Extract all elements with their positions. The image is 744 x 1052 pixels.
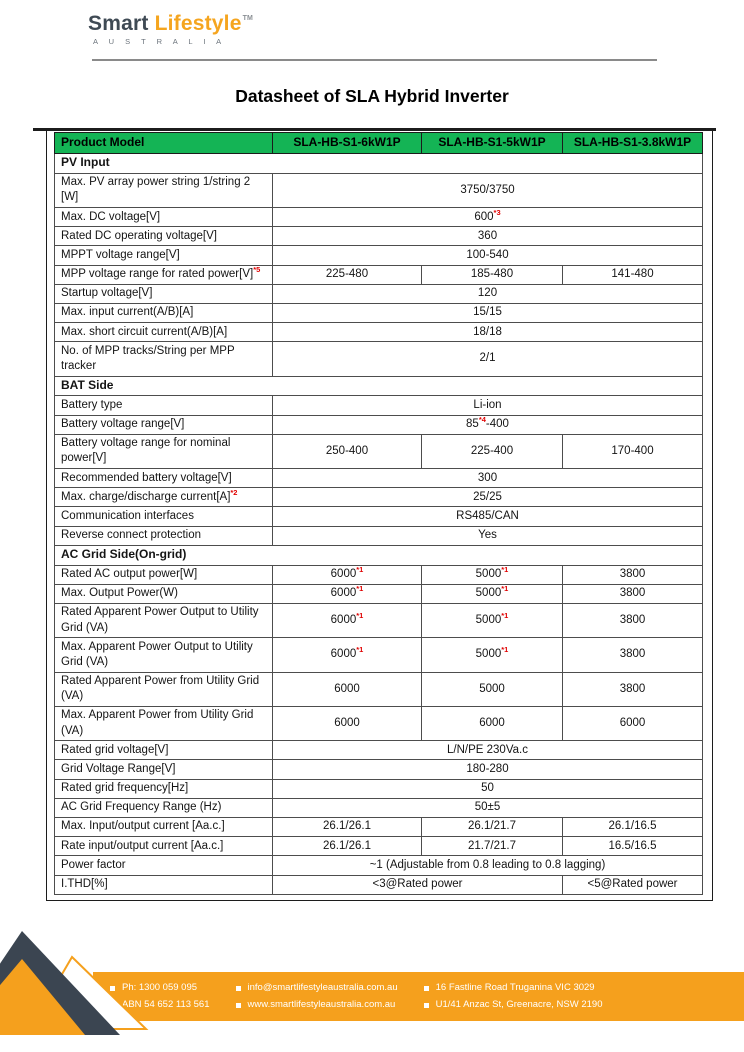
spec-value: 3800: [563, 565, 703, 584]
abn-text: ABN 54 652 113 561: [122, 999, 210, 1010]
spec-label: Max. Output Power(W): [55, 584, 273, 603]
section-title: PV Input: [55, 153, 703, 173]
spec-value: 5000$^{*1}$: [422, 565, 563, 584]
spec-label: Battery type: [55, 396, 273, 415]
spec-value: 225-400: [422, 434, 563, 468]
spec-value: <3@Rated power: [273, 875, 563, 894]
logo-australia: A U S T R A L I A: [93, 37, 226, 46]
address-2-text: U1/41 Anzac St, Greenacre, NSW 2190: [435, 999, 603, 1010]
footer-web-column: [236, 981, 398, 1012]
footer-address-column: [424, 981, 603, 1012]
spec-value: 170-400: [563, 434, 703, 468]
website-text: www.smartlifestyleaustralia.com.au: [247, 999, 396, 1010]
section-row: [55, 376, 703, 396]
section-title: AC Grid Side(On-grid): [55, 545, 703, 565]
spec-value: L/N/PE 230Va.c: [273, 741, 703, 760]
spec-label: Max. Input/output current [Aa.c.]: [55, 817, 273, 836]
table-row: [55, 173, 703, 207]
table-row: [55, 246, 703, 265]
header-divider: [92, 59, 657, 61]
spec-label: Power factor: [55, 856, 273, 875]
footnote-marker: *1: [356, 645, 364, 655]
footnote-marker: *3: [493, 207, 501, 217]
spec-label: Max. short circuit current(A/B)[A]: [55, 323, 273, 342]
spec-value: 6000: [273, 672, 422, 706]
logo-lifestyle: Lifestyle: [154, 12, 242, 35]
square-bullet-icon: [424, 1003, 429, 1008]
spec-value: 6000$^{*1}$: [273, 638, 422, 672]
spec-value: 6000: [273, 706, 422, 740]
spec-value: ~1 (Adjustable from 0.8 leading to 0.8 lagging): [273, 856, 703, 875]
footer-address-2: [424, 998, 603, 1012]
spec-value: 360: [273, 227, 703, 246]
logo-wordmark: [88, 13, 253, 34]
spec-value: 26.1/26.1: [273, 837, 422, 856]
table-row: [55, 584, 703, 603]
model-3-8kw-header: SLA-HB-S1-3.8kW1P: [563, 133, 703, 154]
footnote-marker: *1: [356, 565, 364, 575]
spec-value: Li-ion: [273, 396, 703, 415]
table-row: [55, 603, 703, 637]
table-row: [55, 817, 703, 836]
footnote-marker: *1: [501, 584, 509, 594]
table-row: [55, 265, 703, 284]
table-row: [55, 488, 703, 507]
page-title: Datasheet of SLA Hybrid Inverter: [235, 86, 509, 106]
spec-value: 141-480: [563, 265, 703, 284]
table-row: [55, 565, 703, 584]
spec-value: 600$^{*3}$: [273, 208, 703, 227]
spec-value: 250-400: [273, 434, 422, 468]
spec-label: Rate input/output current [Aa.c.]: [55, 837, 273, 856]
table-row: [55, 706, 703, 740]
spec-label: Startup voltage[V]: [55, 284, 273, 303]
phone-text: Ph: 1300 059 095: [122, 982, 198, 993]
spec-value: 225-480: [273, 265, 422, 284]
footer-email: [236, 981, 398, 995]
spec-label: Max. input current(A/B)[A]: [55, 303, 273, 322]
spec-value: 2/1: [273, 342, 703, 376]
spec-value: 5000: [422, 672, 563, 706]
spec-value: 5000$^{*1}$: [422, 638, 563, 672]
spec-value: 26.1/21.7: [422, 817, 563, 836]
spec-label: No. of MPP tracks/String per MPP tracker: [55, 342, 273, 376]
table-row: [55, 415, 703, 434]
footnote-marker: *4: [478, 415, 486, 425]
email-text: info@smartlifestyleaustralia.com.au: [247, 982, 398, 993]
table-row: [55, 760, 703, 779]
footnote-marker: *1: [356, 584, 364, 594]
spec-label: Reverse connect protection: [55, 526, 273, 545]
spec-label: MPP voltage range for rated power[V]$^{*5}$: [55, 265, 273, 284]
table-header-row: [55, 133, 703, 154]
spec-value: 120: [273, 284, 703, 303]
spec-label: Communication interfaces: [55, 507, 273, 526]
table-row: [55, 434, 703, 468]
section-title: BAT Side: [55, 376, 703, 396]
table-row: [55, 342, 703, 376]
footer-website: [236, 998, 398, 1012]
spec-value: 300: [273, 469, 703, 488]
table-row: [55, 672, 703, 706]
spec-value: 26.1/16.5: [563, 817, 703, 836]
table-row: [55, 469, 703, 488]
spec-value: <5@Rated power: [563, 875, 703, 894]
footer-address-1: [424, 981, 603, 995]
spec-label: Max. DC voltage[V]: [55, 208, 273, 227]
company-logo: [88, 13, 253, 46]
spec-value: 3800: [563, 584, 703, 603]
square-bullet-icon: [236, 986, 241, 991]
spec-value: 6000: [422, 706, 563, 740]
spec-value: 3800: [563, 672, 703, 706]
table-row: [55, 856, 703, 875]
section-row: [55, 153, 703, 173]
square-bullet-icon: [424, 986, 429, 991]
spec-label: MPPT voltage range[V]: [55, 246, 273, 265]
spec-label: I.THD[%]: [55, 875, 273, 894]
spec-value: 21.7/21.7: [422, 837, 563, 856]
spec-value: 5000$^{*1}$: [422, 603, 563, 637]
spec-label: Max. Apparent Power from Utility Grid (VA): [55, 706, 273, 740]
spec-label: Max. Apparent Power Output to Utility Grid (VA): [55, 638, 273, 672]
spec-value: 26.1/26.1: [273, 817, 422, 836]
spec-value: 5000$^{*1}$: [422, 584, 563, 603]
footnote-marker: *1: [356, 611, 364, 621]
spec-value: 3800: [563, 638, 703, 672]
spec-label: Rated grid voltage[V]: [55, 741, 273, 760]
table-row: [55, 875, 703, 894]
model-5kw-header: SLA-HB-S1-5kW1P: [422, 133, 563, 154]
footnote-marker: *2: [230, 487, 238, 497]
spec-value: RS485/CAN: [273, 507, 703, 526]
spec-value: 6000$^{*1}$: [273, 584, 422, 603]
table-row: [55, 284, 703, 303]
section-row: [55, 545, 703, 565]
table-row: [55, 741, 703, 760]
spec-label: Battery voltage range[V]: [55, 415, 273, 434]
spec-value: 16.5/16.5: [563, 837, 703, 856]
spec-label: Rated Apparent Power Output to Utility Grid (VA): [55, 603, 273, 637]
logo-smart: Smart: [88, 12, 149, 35]
spec-value: 6000$^{*1}$: [273, 565, 422, 584]
spec-value: 50±5: [273, 798, 703, 817]
spec-value: Yes: [273, 526, 703, 545]
footnote-marker: *1: [501, 565, 509, 575]
spec-value: 6000$^{*1}$: [273, 603, 422, 637]
spec-label: Rated AC output power[W]: [55, 565, 273, 584]
table-row: [55, 779, 703, 798]
trademark-icon: TM: [242, 15, 254, 22]
table-row: [55, 837, 703, 856]
table-row: [55, 208, 703, 227]
spec-label: Rated grid frequency[Hz]: [55, 779, 273, 798]
spec-label: Grid Voltage Range[V]: [55, 760, 273, 779]
table-row: [55, 303, 703, 322]
spec-label: Max. PV array power string 1/string 2 [W]: [55, 173, 273, 207]
table-row: [55, 227, 703, 246]
product-model-header: Product Model: [55, 133, 273, 154]
spec-value: 3800: [563, 603, 703, 637]
table-frame: [46, 131, 713, 901]
spec-label: Rated DC operating voltage[V]: [55, 227, 273, 246]
table-row: [55, 507, 703, 526]
footnote-marker: *1: [501, 645, 509, 655]
spec-value: 185-480: [422, 265, 563, 284]
mountains-graphic: [0, 928, 165, 1035]
spec-value: 25/25: [273, 488, 703, 507]
model-6kw-header: SLA-HB-S1-6kW1P: [273, 133, 422, 154]
spec-label: Rated Apparent Power from Utility Grid (VA): [55, 672, 273, 706]
footnote-marker: *1: [501, 611, 509, 621]
spec-value: 50: [273, 779, 703, 798]
spec-value: 6000: [563, 706, 703, 740]
table-row: [55, 396, 703, 415]
spec-value: 180-280: [273, 760, 703, 779]
spec-value: 18/18: [273, 323, 703, 342]
spec-table: [54, 132, 703, 895]
table-row: [55, 526, 703, 545]
spec-label: Recommended battery voltage[V]: [55, 469, 273, 488]
spec-value: 100-540: [273, 246, 703, 265]
spec-label: AC Grid Frequency Range (Hz): [55, 798, 273, 817]
footer-band: [93, 972, 744, 1021]
spec-value: 85$^{*4}$-400: [273, 415, 703, 434]
table-row: [55, 798, 703, 817]
table-row: [55, 638, 703, 672]
spec-value: 3750/3750: [273, 173, 703, 207]
footnote-marker: *5: [253, 265, 261, 275]
square-bullet-icon: [236, 1003, 241, 1008]
table-row: [55, 323, 703, 342]
address-1-text: 16 Fastline Road Truganina VIC 3029: [435, 982, 595, 993]
spec-value: 15/15: [273, 303, 703, 322]
spec-label: Battery voltage range for nominal power[V]: [55, 434, 273, 468]
spec-label: Max. charge/discharge current[A]$^{*2}$: [55, 488, 273, 507]
